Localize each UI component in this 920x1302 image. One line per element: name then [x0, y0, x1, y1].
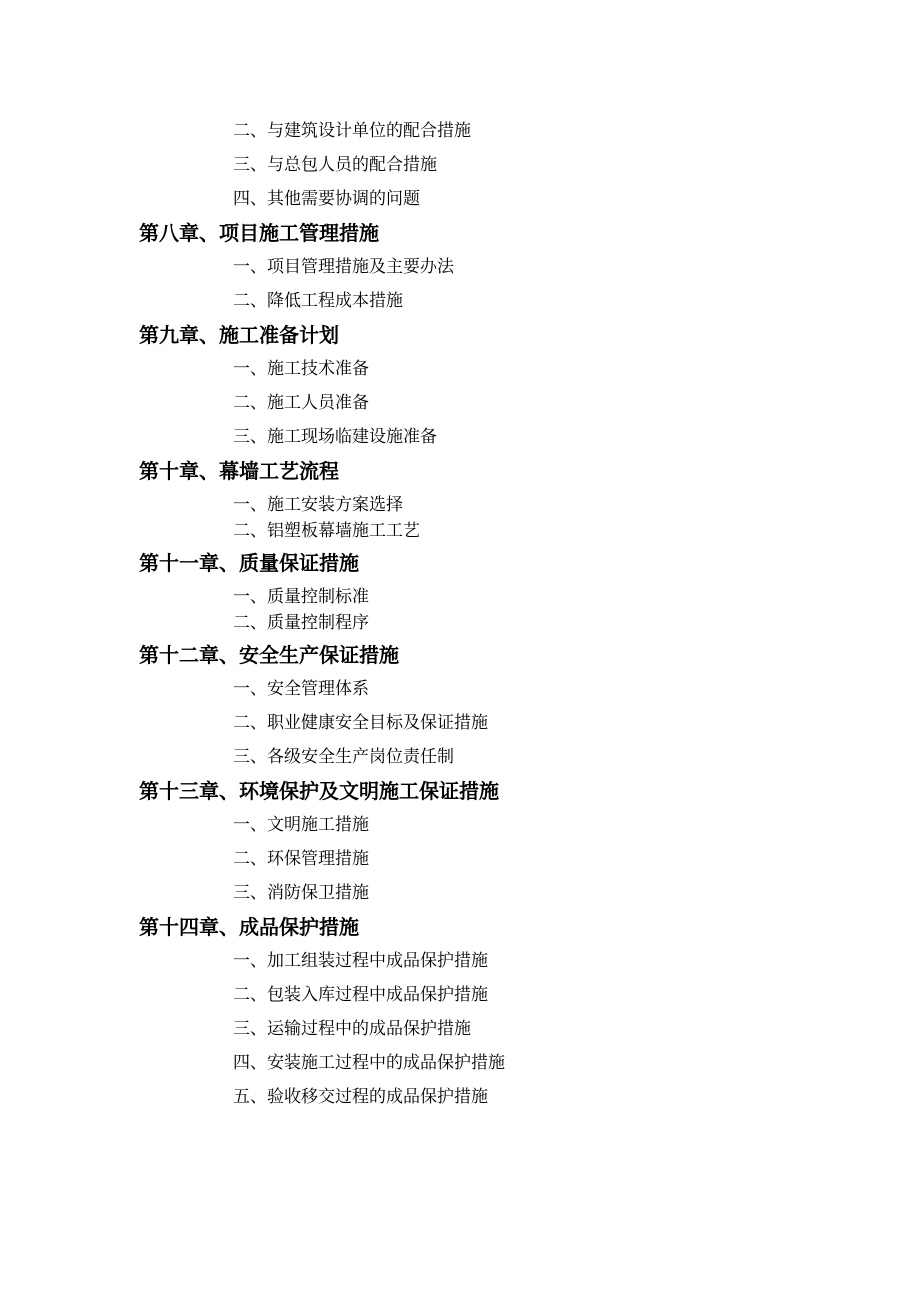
toc-item: 一、施工技术准备 [233, 359, 369, 379]
toc-item: 四、安装施工过程中的成品保护措施 [233, 1053, 505, 1073]
toc-chapter-heading: 第十四章、成品保护措施 [139, 915, 359, 939]
toc-item: 三、消防保卫措施 [233, 883, 369, 903]
toc-chapter-heading: 第九章、施工准备计划 [139, 323, 339, 347]
toc-item: 五、验收移交过程的成品保护措施 [233, 1087, 488, 1107]
toc-chapter-heading: 第十章、幕墙工艺流程 [139, 459, 339, 483]
toc-item: 一、文明施工措施 [233, 815, 369, 835]
toc-item: 二、降低工程成本措施 [233, 291, 403, 311]
toc-item: 二、与建筑设计单位的配合措施 [233, 121, 471, 141]
toc-chapter-heading: 第八章、项目施工管理措施 [139, 221, 379, 245]
toc-item: 二、职业健康安全目标及保证措施 [233, 713, 488, 733]
toc-item: 一、加工组装过程中成品保护措施 [233, 951, 488, 971]
toc-item: 四、其他需要协调的问题 [233, 189, 420, 209]
toc-item: 三、与总包人员的配合措施 [233, 155, 437, 175]
toc-item: 三、运输过程中的成品保护措施 [233, 1019, 471, 1039]
toc-item: 一、安全管理体系 [233, 679, 369, 699]
toc-item: 一、施工安装方案选择 [233, 495, 403, 515]
toc-chapter-heading: 第十三章、环境保护及文明施工保证措施 [139, 779, 499, 803]
toc-item: 三、各级安全生产岗位责任制 [233, 747, 454, 767]
toc-chapter-heading: 第十一章、质量保证措施 [139, 551, 359, 575]
toc-item: 三、施工现场临建设施准备 [233, 427, 437, 447]
toc-item: 二、包装入库过程中成品保护措施 [233, 985, 488, 1005]
toc-item: 一、项目管理措施及主要办法 [233, 257, 454, 277]
toc-chapter-heading: 第十二章、安全生产保证措施 [139, 643, 399, 667]
toc-item: 一、质量控制标准 [233, 587, 369, 607]
toc-item: 二、施工人员准备 [233, 393, 369, 413]
toc-item: 二、质量控制程序 [233, 613, 369, 633]
toc-item: 二、环保管理措施 [233, 849, 369, 869]
toc-item: 二、铝塑板幕墙施工工艺 [233, 521, 420, 541]
